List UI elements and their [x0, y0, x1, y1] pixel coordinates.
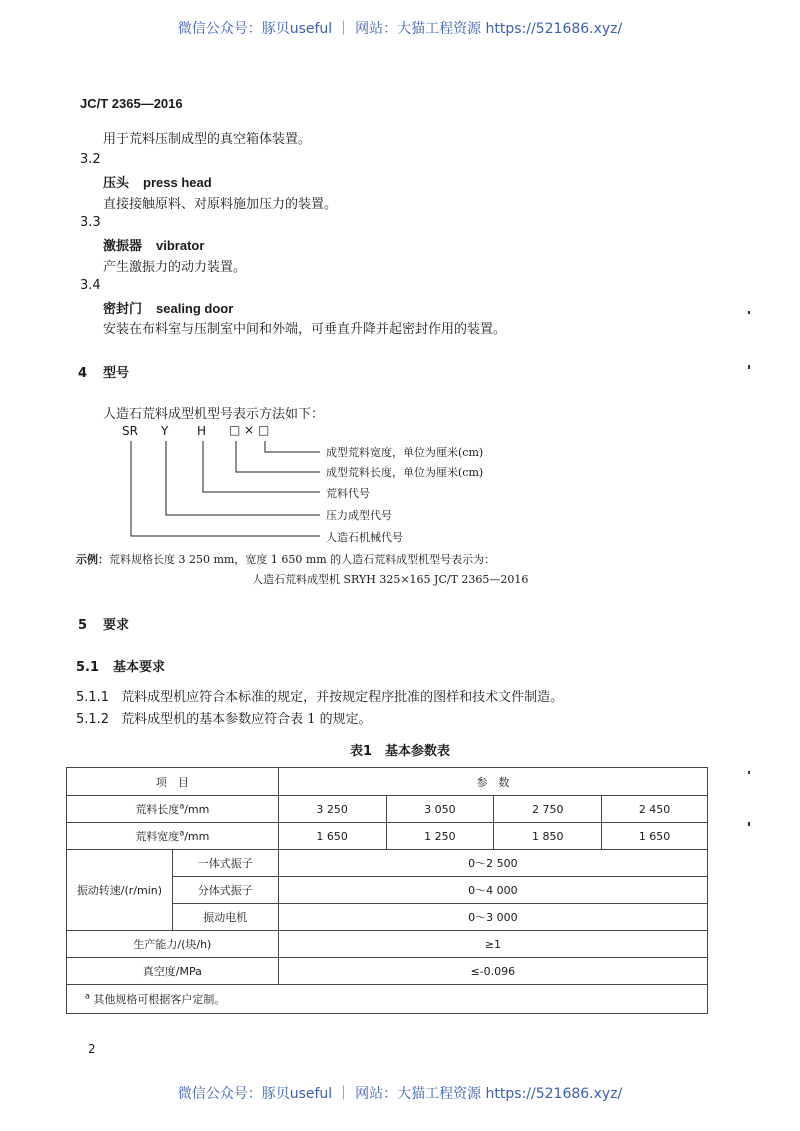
section-title: 要求 [103, 618, 130, 633]
callout-press-code: 压力成型代号 [326, 509, 392, 522]
example-result: 人造石荒料成型机 SRYH 325×165 JC/T 2365—2016 [252, 573, 529, 586]
term-zh: 激振器 [103, 239, 143, 254]
page-number: 2 [88, 1042, 96, 1056]
clause-5-1-1 [76, 686, 563, 705]
table-cell: 3 250 [278, 796, 386, 823]
standard-number: JC/T 2365—2016 [80, 96, 183, 111]
code-y: Y [161, 424, 169, 438]
term-en: press head [143, 175, 212, 190]
code-box-width: □ [258, 423, 270, 437]
code-times: × [244, 423, 255, 437]
clause-number-3-4: 3.4 [80, 278, 101, 293]
row-label: 荒料长度$^a$/mm [67, 796, 279, 823]
clause-text: 荒料成型机应符合本标准的规定，并按规定程序批准的图样和技术文件制造。 [121, 690, 564, 705]
sub-label: 振动电机 [172, 904, 278, 931]
table-row-capacity [67, 931, 708, 958]
scan-mark [748, 771, 750, 774]
term-en: vibrator [156, 238, 205, 253]
clause-text: 荒料成型机的基本参数应符合表 1 的规定。 [121, 712, 372, 727]
clause-number-3-3: 3.3 [80, 215, 101, 230]
callout-machine-code: 人造石机械代号 [326, 531, 403, 544]
row-label-vibration: 振动转速/(r/min) [67, 850, 173, 931]
table-cell: ≥1 [278, 931, 707, 958]
scan-mark [748, 311, 750, 314]
example-text: 荒料规格长度 3 250 mm，宽度 1 650 mm 的人造石荒料成型机型号表示为： [109, 553, 496, 566]
definition-text-3-1: 用于荒料压制成型的真空箱体装置。 [103, 132, 312, 147]
table-cell: 0～3 000 [278, 904, 707, 931]
clause-5-1-2 [76, 708, 372, 727]
definition-text-3-4: 安装在布料室与压制室中间和外端，可垂直升降并起密封作用的装置。 [103, 322, 507, 337]
row-label: 真空度/MPa [67, 958, 279, 985]
table-row-width [67, 823, 708, 850]
table-cell: 0～2 500 [278, 850, 707, 877]
table-cell: 1 850 [494, 823, 602, 850]
table-cell: 3 050 [386, 796, 494, 823]
table-row-vibration-1 [67, 850, 708, 877]
model-intro: 人造石荒料成型机型号表示方法如下： [103, 407, 325, 422]
example-line [76, 551, 495, 567]
table-cell: 1 250 [386, 823, 494, 850]
clause-number-3-2: 3.2 [80, 152, 101, 167]
term-en: sealing door [156, 301, 234, 316]
table-row-length [67, 796, 708, 823]
watermark-bottom: 微信公众号：豚贝useful ｜ 网站：大猫工程资源 https://521686.xyz/ [177, 1086, 623, 1102]
table-caption: 表1 基本参数表 [349, 744, 451, 759]
section-number: 4 [78, 366, 88, 381]
table-cell: 2 450 [602, 796, 708, 823]
code-sr: SR [122, 424, 138, 438]
sub-label: 分体式振子 [172, 877, 278, 904]
table-cell: 0～4 000 [278, 877, 707, 904]
table-note-row [67, 985, 708, 1014]
row-label: 生产能力/(块/h) [67, 931, 279, 958]
code-h: H [197, 424, 207, 438]
definition-text-3-3: 产生激振力的动力装置。 [103, 260, 247, 275]
watermark-top: 微信公众号：豚贝useful ｜ 网站：大猫工程资源 https://521686.xyz/ [177, 21, 623, 37]
example-label: 示例： [76, 553, 109, 566]
scan-mark [748, 365, 750, 369]
table-note: $^a$ 其他规格可根据客户定制。 [67, 985, 708, 1014]
header-params: 参 数 [278, 768, 707, 796]
callout-width: 成型荒料宽度，单位为厘米(cm) [326, 446, 484, 459]
table-cell: ≤-0.096 [278, 958, 707, 985]
header-item: 项 目 [67, 768, 279, 796]
section-number: 5 [78, 618, 88, 633]
scan-mark [748, 822, 750, 826]
row-label: 荒料宽度$^a$/mm [67, 823, 279, 850]
section-title: 型号 [103, 366, 130, 381]
code-box-length: □ [229, 423, 241, 437]
clause-5-1-heading [76, 656, 165, 675]
clause-number: 5.1.2 [76, 712, 110, 727]
callout-length: 成型荒料长度，单位为厘米(cm) [326, 466, 484, 479]
term-zh: 压头 [103, 176, 130, 191]
basic-parameters-table [66, 767, 708, 1014]
clause-number: 5.1 [76, 660, 100, 675]
sub-label: 一体式振子 [172, 850, 278, 877]
clause-number: 5.1.1 [76, 690, 110, 705]
table-header-row [67, 768, 708, 796]
clause-title: 基本要求 [113, 660, 166, 675]
table-cell: 1 650 [278, 823, 386, 850]
callout-block-code: 荒料代号 [326, 487, 370, 500]
table-row-vacuum [67, 958, 708, 985]
definition-text-3-2: 直接接触原料、对原料施加压力的装置。 [103, 197, 338, 212]
section-5-heading [78, 614, 129, 633]
term-zh: 密封门 [103, 302, 143, 317]
table-cell: 1 650 [602, 823, 708, 850]
table-cell: 2 750 [494, 796, 602, 823]
